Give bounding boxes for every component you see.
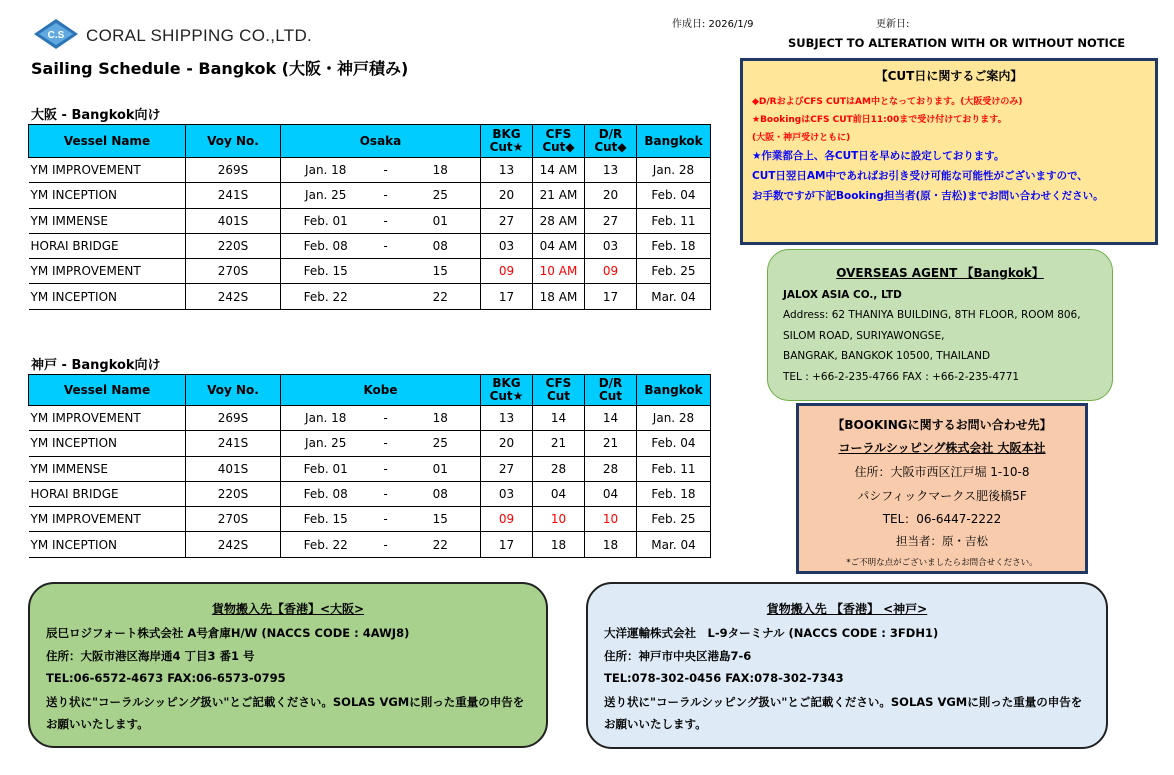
voyage-cell: 242S	[186, 532, 281, 557]
cfs-cut-cell: 10 AM	[533, 259, 585, 284]
port-date-to-cell: 22	[401, 284, 481, 309]
bkg-cut-cell: 17	[481, 284, 533, 309]
agent-address: Address: 62 THANIYA BUILDING, 8TH FLOOR, ROOM 806,	[783, 309, 1081, 321]
header-vessel-name: Vessel Name	[29, 375, 186, 406]
port-date-from-cell: Jan. 25	[281, 431, 371, 456]
port-date-from-cell: Feb. 01	[281, 456, 371, 481]
header-bkg-cut: BKG Cut★	[481, 375, 533, 406]
company-logo	[33, 18, 79, 50]
kobe-section-title: 神戸 - Bangkok向け	[31, 358, 161, 373]
table-row	[29, 431, 711, 456]
arrival-date-cell: Mar. 04	[637, 532, 711, 557]
table-row	[29, 481, 711, 506]
voyage-cell: 241S	[186, 183, 281, 208]
booking-contact-box	[796, 403, 1088, 574]
bkg-cut-cell: 17	[481, 532, 533, 557]
cut-notice-line: (大阪・神戸受けともに)	[752, 133, 851, 143]
table-row	[29, 158, 711, 183]
company-name: CORAL SHIPPING CO.,LTD.	[86, 26, 313, 45]
cargo-delivery-kobe-box	[586, 582, 1108, 749]
cfs-cut-cell: 18	[533, 532, 585, 557]
vessel-name-cell: YM IMMENSE	[29, 208, 186, 233]
cfs-cut-cell: 28 AM	[533, 208, 585, 233]
cargo-kobe-instruction: お願いいたします。	[604, 717, 707, 731]
cut-notice-line: お手数ですが下記Booking担当者(原・吉松)までお問い合わせください。	[752, 190, 1104, 202]
booking-note: *ご不明な点がございましたらお問合せください。	[846, 558, 1038, 568]
port-date-to-cell: 08	[401, 481, 481, 506]
cargo-osaka-instruction: お願いいたします。	[46, 717, 149, 731]
booking-address: パシフィックマークス肥後橋5F	[857, 489, 1027, 503]
arrival-date-cell: Feb. 04	[637, 183, 711, 208]
date-separator-cell: -	[371, 208, 401, 233]
vessel-name-cell: HORAI BRIDGE	[29, 233, 186, 258]
table-row	[29, 233, 711, 258]
cargo-osaka-address: 住所：大阪市港区海岸通4 丁目3 番1 号	[46, 649, 255, 663]
dr-cut-cell: 14	[585, 406, 637, 431]
header-cfs-cut: CFS Cut◆	[533, 125, 585, 158]
arrival-date-cell: Feb. 25	[637, 259, 711, 284]
date-separator-cell: -	[371, 507, 401, 532]
bkg-cut-cell: 13	[481, 406, 533, 431]
page-title: Sailing Schedule - Bangkok (大阪・神戸積み)	[31, 59, 409, 78]
table-row	[29, 259, 711, 284]
table-row	[29, 208, 711, 233]
cargo-delivery-osaka-box	[28, 582, 548, 748]
voyage-cell: 401S	[186, 456, 281, 481]
overseas-agent-box	[767, 249, 1113, 401]
cargo-osaka-phone: TEL:06-6572-4673 FAX:06-6573-0795	[46, 671, 286, 685]
header-vessel-name: Vessel Name	[29, 125, 186, 158]
cut-date-notice-box	[740, 58, 1158, 245]
port-date-from-cell: Jan. 18	[281, 158, 371, 183]
header-port: Kobe	[281, 375, 481, 406]
dr-cut-cell: 18	[585, 532, 637, 557]
arrival-date-cell: Feb. 18	[637, 233, 711, 258]
voyage-cell: 269S	[186, 406, 281, 431]
port-date-from-cell: Feb. 01	[281, 208, 371, 233]
header-dr-cut: D/R Cut	[585, 375, 637, 406]
cargo-osaka-warehouse: 辰巳ロジフォート株式会社 A号倉庫H/W (NACCS CODE : 4AWJ8)	[46, 626, 410, 640]
arrival-date-cell: Jan. 28	[637, 406, 711, 431]
arrival-date-cell: Feb. 04	[637, 431, 711, 456]
arrival-date-cell: Jan. 28	[637, 158, 711, 183]
table-row	[29, 532, 711, 557]
bkg-cut-cell: 20	[481, 183, 533, 208]
updated-date: 更新日:	[876, 19, 910, 30]
booking-company: コーラルシッピング株式会社 大阪本社	[838, 441, 1046, 455]
bkg-cut-cell: 03	[481, 233, 533, 258]
port-date-from-cell: Feb. 15	[281, 507, 371, 532]
date-separator-cell: -	[371, 481, 401, 506]
port-date-from-cell: Feb. 08	[281, 481, 371, 506]
arrival-date-cell: Mar. 04	[637, 284, 711, 309]
dr-cut-cell: 21	[585, 431, 637, 456]
table-row	[29, 507, 711, 532]
cargo-kobe-warehouse: 大洋運輸株式会社 L-9ターミナル (NACCS CODE : 3FDH1)	[604, 626, 939, 640]
bkg-cut-cell: 27	[481, 456, 533, 481]
dr-cut-cell: 09	[585, 259, 637, 284]
vessel-name-cell: YM IMPROVEMENT	[29, 406, 186, 431]
vessel-name-cell: YM IMPROVEMENT	[29, 259, 186, 284]
agent-address: SILOM ROAD, SURIYAWONGSE,	[783, 330, 945, 342]
port-date-to-cell: 22	[401, 532, 481, 557]
table-row	[29, 284, 711, 309]
cut-notice-line: ★作業都合上、各CUT日を早めに設定しております。	[752, 150, 1005, 162]
header-cfs-cut: CFS Cut	[533, 375, 585, 406]
booking-staff: 担当者：原・吉松	[896, 534, 988, 548]
arrival-date-cell: Feb. 25	[637, 507, 711, 532]
date-separator-cell: -	[371, 183, 401, 208]
voyage-cell: 269S	[186, 158, 281, 183]
voyage-cell: 220S	[186, 233, 281, 258]
port-date-to-cell: 25	[401, 431, 481, 456]
cargo-osaka-instruction: 送り状に"コーラルシッピング扱い"とご記載ください。SOLAS VGMに則った重量の申告を	[46, 695, 525, 709]
vessel-name-cell: YM INCEPTION	[29, 284, 186, 309]
cfs-cut-cell: 14	[533, 406, 585, 431]
agent-address: BANGRAK, BANGKOK 10500, THAILAND	[783, 350, 991, 362]
cargo-kobe-instruction: 送り状に"コーラルシッピング扱い"とご記載ください。SOLAS VGMに則った重量の申告を	[604, 695, 1083, 709]
cfs-cut-cell: 14 AM	[533, 158, 585, 183]
arrival-date-cell: Feb. 11	[637, 456, 711, 481]
cfs-cut-cell: 04 AM	[533, 233, 585, 258]
cfs-cut-cell: 10	[533, 507, 585, 532]
dr-cut-cell: 17	[585, 284, 637, 309]
cargo-osaka-title: 貨物搬入先【香港】<大阪>	[211, 602, 365, 616]
header-destination: Bangkok	[637, 125, 711, 158]
booking-phone: TEL：06-6447-2222	[882, 512, 1002, 526]
booking-title: 【BOOKINGに関するお問い合わせ先】	[832, 418, 1052, 432]
vessel-name-cell: YM IMMENSE	[29, 456, 186, 481]
header-voy-no: Voy No.	[186, 125, 281, 158]
booking-address: 住所：大阪市西区江戸堀 1-10-8	[854, 465, 1030, 479]
created-date: 作成日: 2026/1/9	[672, 19, 754, 30]
cargo-kobe-title: 貨物搬入先 【香港】 <神戸>	[766, 602, 928, 616]
agent-phone: TEL : +66-2-235-4766 FAX : +66-2-235-4771	[783, 371, 1020, 383]
port-date-from-cell: Jan. 18	[281, 406, 371, 431]
port-date-to-cell: 18	[401, 406, 481, 431]
port-date-to-cell: 08	[401, 233, 481, 258]
port-date-to-cell: 15	[401, 507, 481, 532]
port-date-to-cell: 01	[401, 208, 481, 233]
cfs-cut-cell: 21	[533, 431, 585, 456]
port-date-to-cell: 01	[401, 456, 481, 481]
voyage-cell: 270S	[186, 507, 281, 532]
cfs-cut-cell: 28	[533, 456, 585, 481]
arrival-date-cell: Feb. 18	[637, 481, 711, 506]
cut-notice-line: ◆D/RおよびCFS CUTはAM中となっております。(大阪受けのみ)	[752, 97, 1023, 107]
bkg-cut-cell: 20	[481, 431, 533, 456]
cfs-cut-cell: 04	[533, 481, 585, 506]
vessel-name-cell: YM INCEPTION	[29, 183, 186, 208]
port-date-from-cell: Feb. 22	[281, 532, 371, 557]
dr-cut-cell: 10	[585, 507, 637, 532]
voyage-cell: 401S	[186, 208, 281, 233]
vessel-name-cell: YM IMPROVEMENT	[29, 507, 186, 532]
port-date-from-cell: Feb. 08	[281, 233, 371, 258]
cargo-kobe-phone: TEL:078-302-0456 FAX:078-302-7343	[604, 671, 844, 685]
port-date-to-cell: 15	[401, 259, 481, 284]
dr-cut-cell: 28	[585, 456, 637, 481]
vessel-name-cell: YM IMPROVEMENT	[29, 158, 186, 183]
arrival-date-cell: Feb. 11	[637, 208, 711, 233]
bkg-cut-cell: 09	[481, 259, 533, 284]
header-bkg-cut: BKG Cut★	[481, 125, 533, 158]
port-date-from-cell: Feb. 22	[281, 284, 371, 309]
table-row	[29, 406, 711, 431]
table-row	[29, 183, 711, 208]
vessel-name-cell: YM INCEPTION	[29, 431, 186, 456]
date-separator-cell: -	[371, 431, 401, 456]
cut-notice-title: 【CUT日に関するご案内】	[875, 69, 1023, 83]
osaka-section-title: 大阪 - Bangkok向け	[31, 108, 161, 123]
date-separator-cell	[371, 259, 401, 284]
dr-cut-cell: 13	[585, 158, 637, 183]
date-separator-cell: -	[371, 456, 401, 481]
date-separator-cell: -	[371, 233, 401, 258]
header-destination: Bangkok	[637, 375, 711, 406]
date-separator-cell	[371, 284, 401, 309]
osaka-schedule-table	[28, 124, 711, 310]
alteration-notice: SUBJECT TO ALTERATION WITH OR WITHOUT NOTICE	[788, 36, 1126, 50]
bkg-cut-cell: 13	[481, 158, 533, 183]
vessel-name-cell: YM INCEPTION	[29, 532, 186, 557]
header-dr-cut: D/R Cut◆	[585, 125, 637, 158]
logo-text: C.S	[47, 30, 65, 41]
dr-cut-cell: 04	[585, 481, 637, 506]
cfs-cut-cell: 18 AM	[533, 284, 585, 309]
dr-cut-cell: 27	[585, 208, 637, 233]
port-date-to-cell: 18	[401, 158, 481, 183]
dr-cut-cell: 20	[585, 183, 637, 208]
date-separator-cell: -	[371, 158, 401, 183]
port-date-to-cell: 25	[401, 183, 481, 208]
port-date-from-cell: Feb. 15	[281, 259, 371, 284]
date-separator-cell: -	[371, 406, 401, 431]
voyage-cell: 270S	[186, 259, 281, 284]
cut-notice-line: ★BookingはCFS CUT前日11:00まで受け付けております。	[752, 115, 1007, 125]
bkg-cut-cell: 27	[481, 208, 533, 233]
table-row	[29, 456, 711, 481]
voyage-cell: 220S	[186, 481, 281, 506]
cfs-cut-cell: 21 AM	[533, 183, 585, 208]
header-port: Osaka	[281, 125, 481, 158]
voyage-cell: 242S	[186, 284, 281, 309]
date-separator-cell: -	[371, 532, 401, 557]
cargo-kobe-address: 住所：神戸市中央区港島7-6	[604, 649, 752, 663]
kobe-schedule-table	[28, 374, 711, 558]
agent-name: JALOX ASIA CO., LTD	[783, 289, 902, 301]
agent-title: OVERSEAS AGENT 【Bangkok】	[836, 266, 1044, 280]
port-date-from-cell: Jan. 25	[281, 183, 371, 208]
header-voy-no: Voy No.	[186, 375, 281, 406]
voyage-cell: 241S	[186, 431, 281, 456]
bkg-cut-cell: 03	[481, 481, 533, 506]
bkg-cut-cell: 09	[481, 507, 533, 532]
dr-cut-cell: 03	[585, 233, 637, 258]
vessel-name-cell: HORAI BRIDGE	[29, 481, 186, 506]
cut-notice-line: CUT日翌日AM中であればお引き受け可能な可能性がございますので、	[752, 170, 1088, 182]
